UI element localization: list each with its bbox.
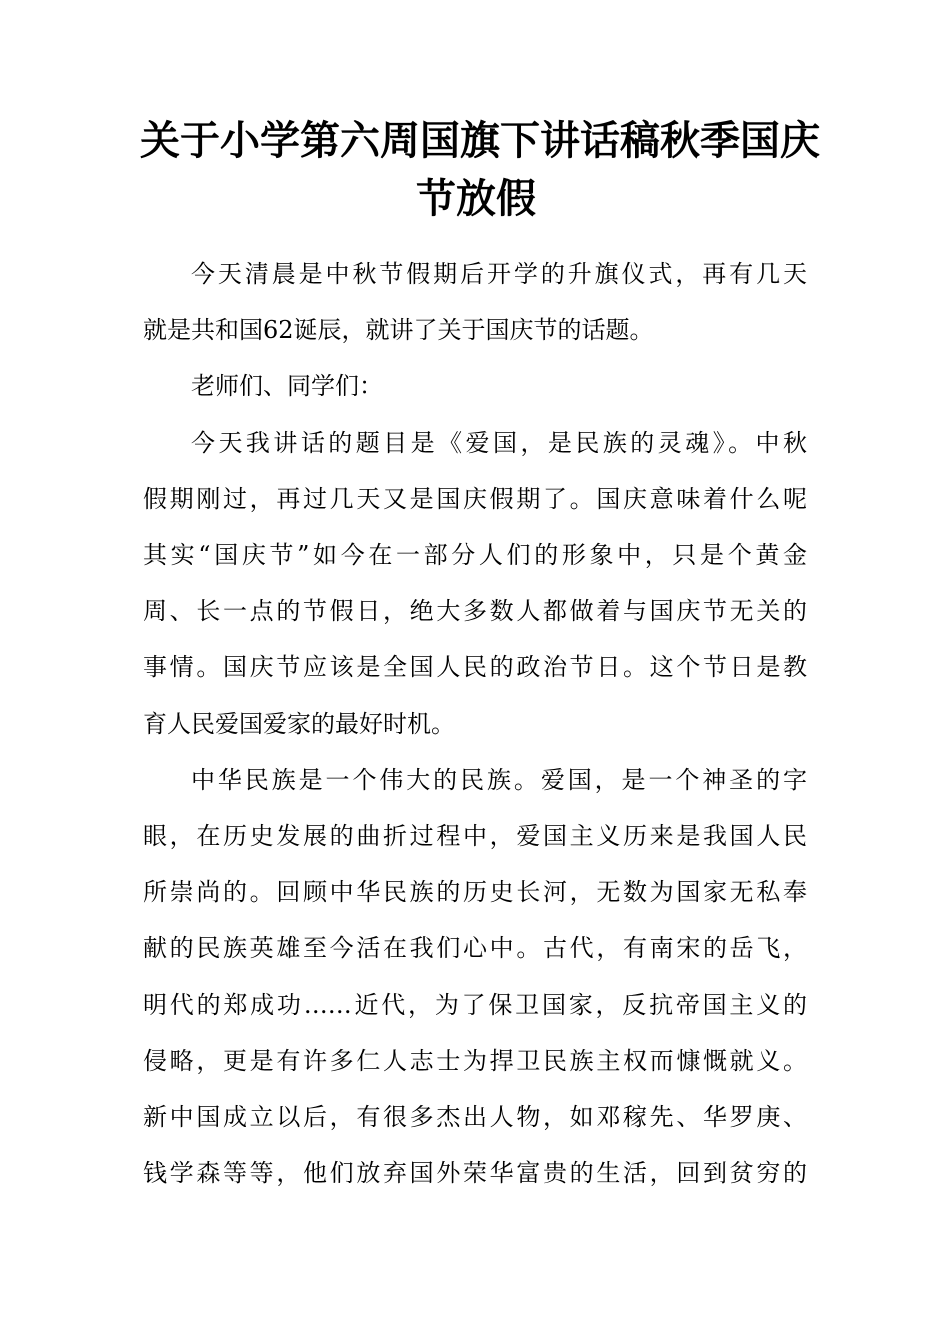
- text-line: 眼，在历史发展的曲折过程中，爱国主义历来是我国人民: [143, 822, 807, 851]
- text-line: 今天我讲话的题目是《爱国，是民族的灵魂》。中秋: [191, 428, 807, 457]
- text-line: 所崇尚的。回顾中华民族的历史长河，无数为国家无私奉: [143, 878, 807, 907]
- text-line: 就是共和国62诞辰，就讲了关于国庆节的话题。: [143, 316, 654, 345]
- title-line: 关于小学第六周国旗下讲话稿秋季国庆: [140, 118, 820, 164]
- paragraph-topic: [143, 415, 807, 752]
- text-line: 假期刚过，再过几天又是国庆假期了。国庆意味着什么呢: [143, 484, 807, 513]
- text-line: 侵略，更是有许多仁人志士为捍卫民族主权而慷慨就义。: [143, 1046, 807, 1075]
- text-line: 献的民族英雄至今活在我们心中。古代，有南宋的岳飞，: [143, 934, 807, 963]
- text-line: 其实“国庆节”如今在一部分人们的形象中，只是个黄金: [143, 541, 807, 570]
- text-line: 老师们、同学们：: [191, 372, 383, 401]
- document-body: [143, 246, 807, 1201]
- text-line: 钱学森等等，他们放弃国外荣华富贵的生活，回到贫穷的: [143, 1159, 807, 1188]
- text-line: 明代的郑成功……近代，为了保卫国家，反抗帝国主义的: [143, 990, 807, 1019]
- text-line: 中华民族是一个伟大的民族。爱国，是一个神圣的字: [191, 765, 807, 794]
- paragraph-greeting: [143, 358, 807, 414]
- paragraph-intro: [143, 246, 807, 358]
- text-line: 周、长一点的节假日，绝大多数人都做着与国庆节无关的: [143, 597, 807, 626]
- title-line: 节放假: [416, 176, 536, 222]
- text-line: 育人民爱国爱家的最好时机。: [143, 709, 455, 738]
- document-title: [140, 112, 820, 228]
- paragraph-history: [143, 752, 807, 1202]
- text-line: 今天清晨是中秋节假期后开学的升旗仪式，再有几天: [191, 260, 807, 288]
- text-line: 事情。国庆节应该是全国人民的政治节日。这个节日是教: [143, 653, 807, 682]
- text-line: 新中国成立以后，有很多杰出人物，如邓稼先、华罗庚、: [143, 1103, 807, 1132]
